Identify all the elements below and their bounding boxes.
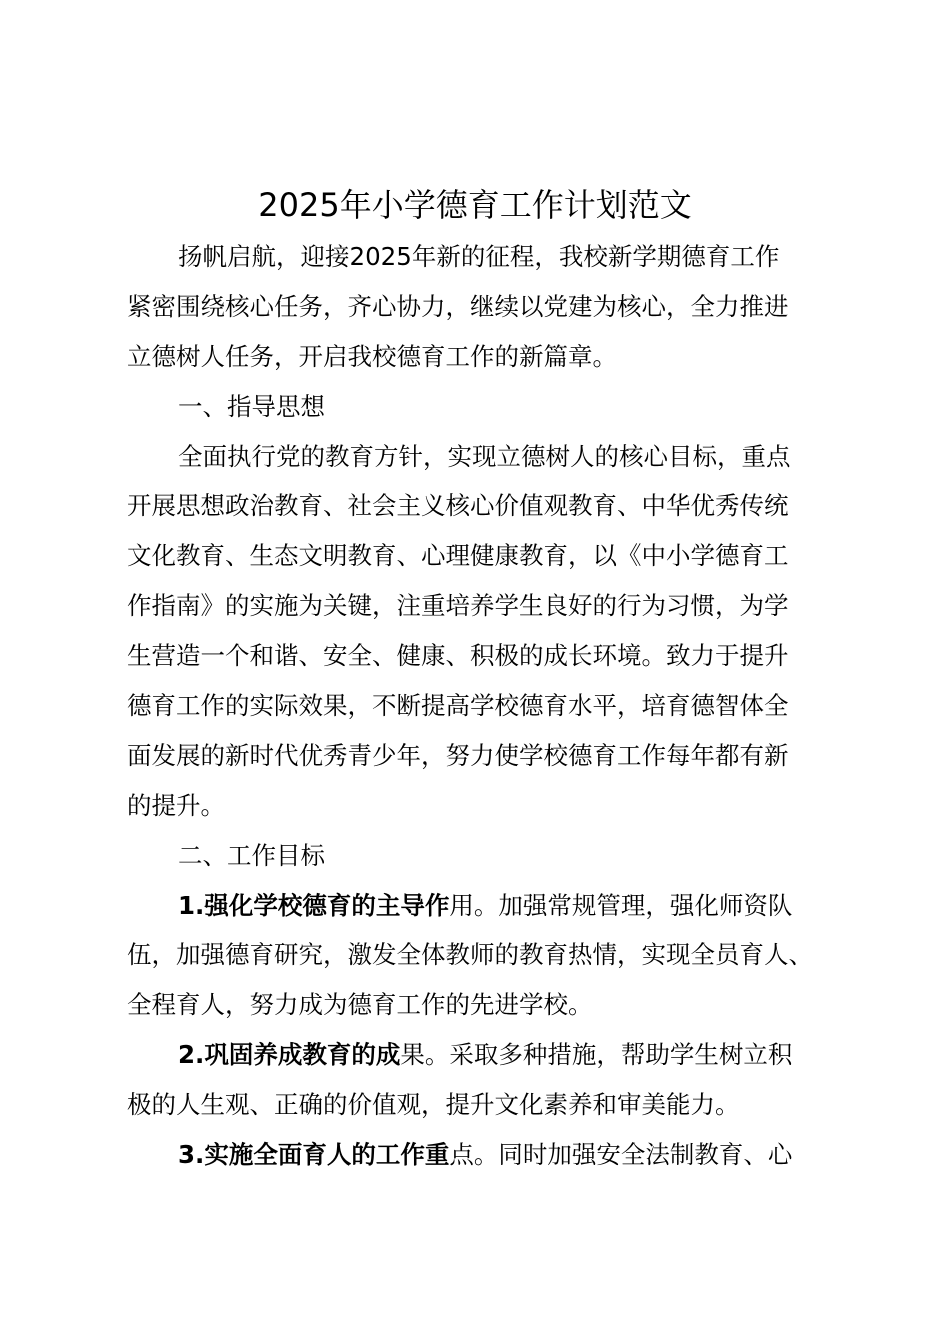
section-heading-work-goals: 二、工作目标 [178,840,325,870]
document-body [127,232,839,1180]
guiding-line-4: 作指南》的实施为关键，注重培养学生良好的行为习惯，为学 [127,591,789,621]
goal-3-text: 点。同时加强安全法制教育、心 [449,1140,793,1170]
goal-3-line-1 [127,1130,839,1180]
goal-3-bold-lead: 3.实施全面育人的工作重 [178,1140,450,1170]
guiding-line-1: 全面执行党的教育方针，实现立德树人的核心目标，重点 [178,441,791,471]
document-title: 2025年小学德育工作计划范文 [258,186,692,224]
intro-line-1: 扬帆启航，迎接2025年新的征程，我校新学期德育工作 [178,242,780,271]
guiding-line-3: 文化教育、生态文明教育、心理健康教育，以《中小学德育工 [127,541,789,571]
intro-line-2: 紧密围绕核心任务，齐心协力，继续以党建为核心，全力推进 [127,291,789,321]
goal-1-line-2: 伍，加强德育研究，激发全体教师的教育热情，实现全员育人、 [127,940,813,970]
guiding-line-5: 生营造一个和谐、安全、健康、积极的成长环境。致力于提升 [127,641,789,671]
guiding-line-6: 德育工作的实际效果，不断提高学校德育水平，培育德智体全 [127,691,789,721]
goal-1-line-3: 全程育人，努力成为德育工作的先进学校。 [127,990,593,1020]
goal-2-line-1 [127,1030,839,1080]
goal-1-bold-lead: 1.强化学校德育的主导作 [178,890,450,920]
section-heading-guiding-thought: 一、指导思想 [178,391,325,421]
goal-2-line-2: 极的人生观、正确的价值观，提升文化素养和审美能力。 [127,1090,740,1120]
guiding-line-7: 面发展的新时代优秀青少年，努力使学校德育工作每年都有新 [127,740,789,770]
guiding-line-8: 的提升。 [127,790,225,820]
goal-2-bold-lead: 2.巩固养成教育的成 [178,1040,401,1070]
intro-line-3: 立德树人任务，开启我校德育工作的新篇章。 [127,341,617,371]
goal-1-text: 用。加强常规管理，强化师资队 [449,890,793,920]
guiding-line-2: 开展思想政治教育、社会主义核心价值观教育、中华优秀传统 [127,491,789,521]
goal-1-line-1 [127,881,839,931]
goal-2-text: 果。采取多种措施，帮助学生树立积 [400,1040,793,1070]
